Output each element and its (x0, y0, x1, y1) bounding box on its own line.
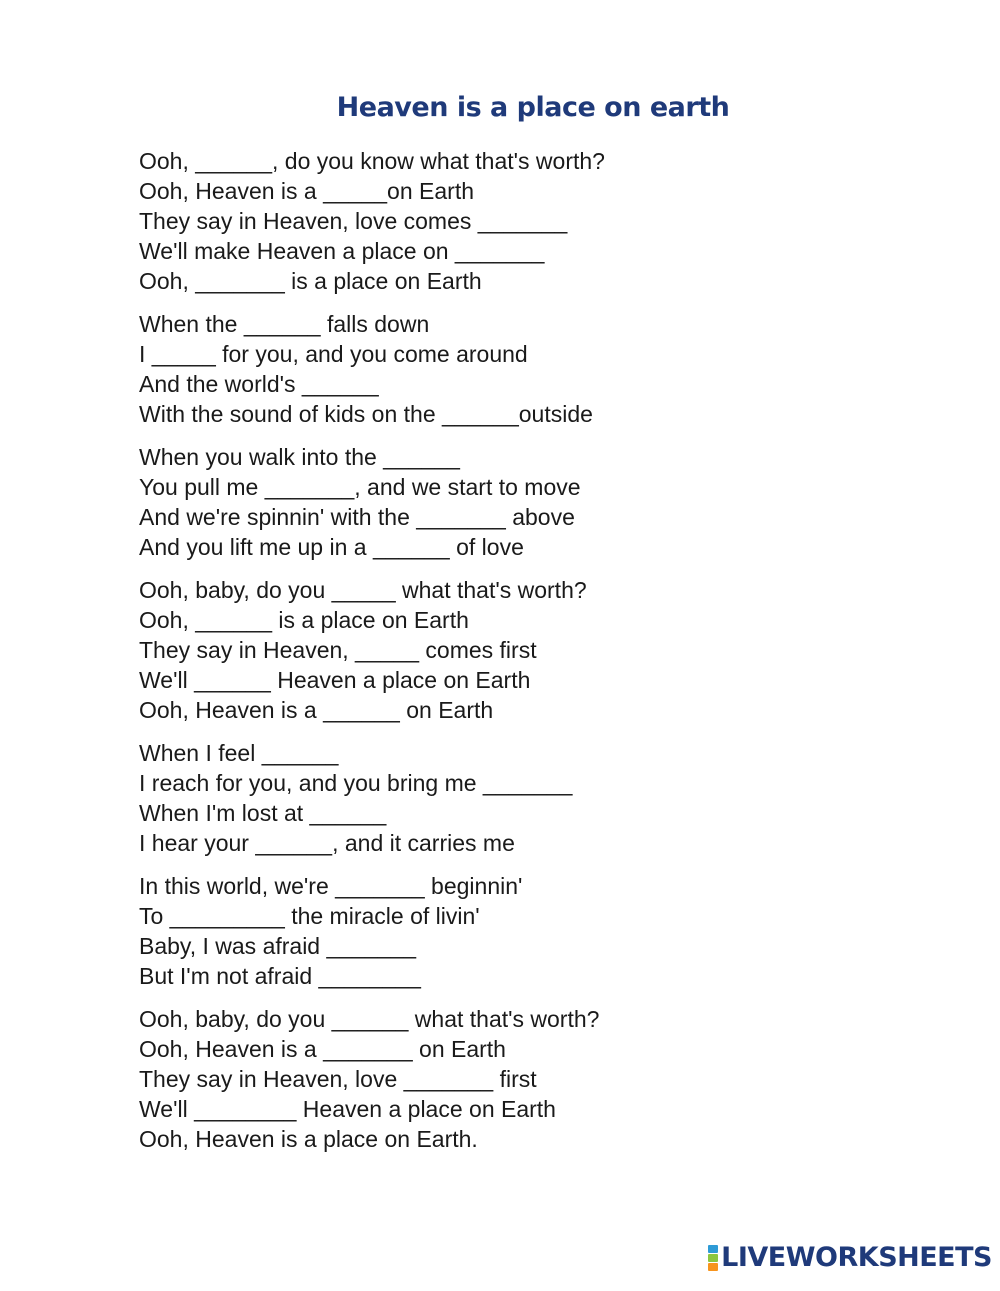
stanza-6 (139, 871, 919, 991)
logo-block (708, 1254, 718, 1262)
lyric-line: When I'm lost at ______ (139, 800, 387, 826)
lyric-line: They say in Heaven, _____ comes first (139, 637, 537, 663)
lyric-line: We'll ______ Heaven a place on Earth (139, 667, 531, 693)
lyric-line: Ooh, baby, do you _____ what that's worth? (139, 577, 587, 603)
lyric-line: I _____ for you, and you come around (139, 341, 528, 367)
stanza-7 (139, 1004, 919, 1154)
lyric-line: Ooh, ______ is a place on Earth (139, 607, 469, 633)
brand-name: LIVEWORKSHEETS (721, 1242, 992, 1273)
logo-block (708, 1245, 718, 1253)
liveworksheets-watermark (708, 1242, 992, 1273)
lyric-line: Ooh, Heaven is a ______ on Earth (139, 697, 494, 723)
lyric-line: Ooh, Heaven is a _______ on Earth (139, 1036, 506, 1062)
stanza-2 (139, 309, 919, 429)
lyric-line: When the ______ falls down (139, 311, 430, 337)
lyric-line: When you walk into the ______ (139, 444, 460, 470)
lyric-line: We'll make Heaven a place on _______ (139, 238, 545, 264)
lyric-line: And the world's ______ (139, 371, 379, 397)
lyric-line: In this world, we're _______ beginnin' (139, 873, 523, 899)
stanza-4 (139, 575, 919, 725)
lyric-line: Ooh, baby, do you ______ what that's worth? (139, 1006, 600, 1032)
lyric-line: Ooh, ______, do you know what that's worth? (139, 148, 605, 174)
lyric-line: Ooh, Heaven is a place on Earth. (139, 1126, 478, 1152)
lyrics-body (139, 146, 919, 1167)
logo-block (708, 1263, 718, 1271)
lyric-line: You pull me _______, and we start to move (139, 474, 581, 500)
page-title: Heaven is a place on earth (336, 92, 730, 123)
lyric-line: I reach for you, and you bring me _______ (139, 770, 573, 796)
lyric-line: To _________ the miracle of livin' (139, 903, 480, 929)
liveworksheets-logo-icon (708, 1245, 718, 1271)
stanza-1 (139, 146, 919, 296)
lyric-line: Ooh, Heaven is a _____on Earth (139, 178, 475, 204)
lyric-line: When I feel ______ (139, 740, 339, 766)
lyric-line: And we're spinnin' with the _______ above (139, 504, 575, 530)
lyric-line: With the sound of kids on the ______outside (139, 401, 593, 427)
lyric-line: Baby, I was afraid _______ (139, 933, 417, 959)
stanza-5 (139, 738, 919, 858)
lyric-line: And you lift me up in a ______ of love (139, 534, 524, 560)
stanza-3 (139, 442, 919, 562)
lyric-line: I hear your ______, and it carries me (139, 830, 515, 856)
lyric-line: We'll ________ Heaven a place on Earth (139, 1096, 556, 1122)
lyric-line: They say in Heaven, love comes _______ (139, 208, 568, 234)
lyric-line: They say in Heaven, love _______ first (139, 1066, 537, 1092)
lyric-line: But I'm not afraid ________ (139, 963, 421, 989)
lyric-line: Ooh, _______ is a place on Earth (139, 268, 482, 294)
